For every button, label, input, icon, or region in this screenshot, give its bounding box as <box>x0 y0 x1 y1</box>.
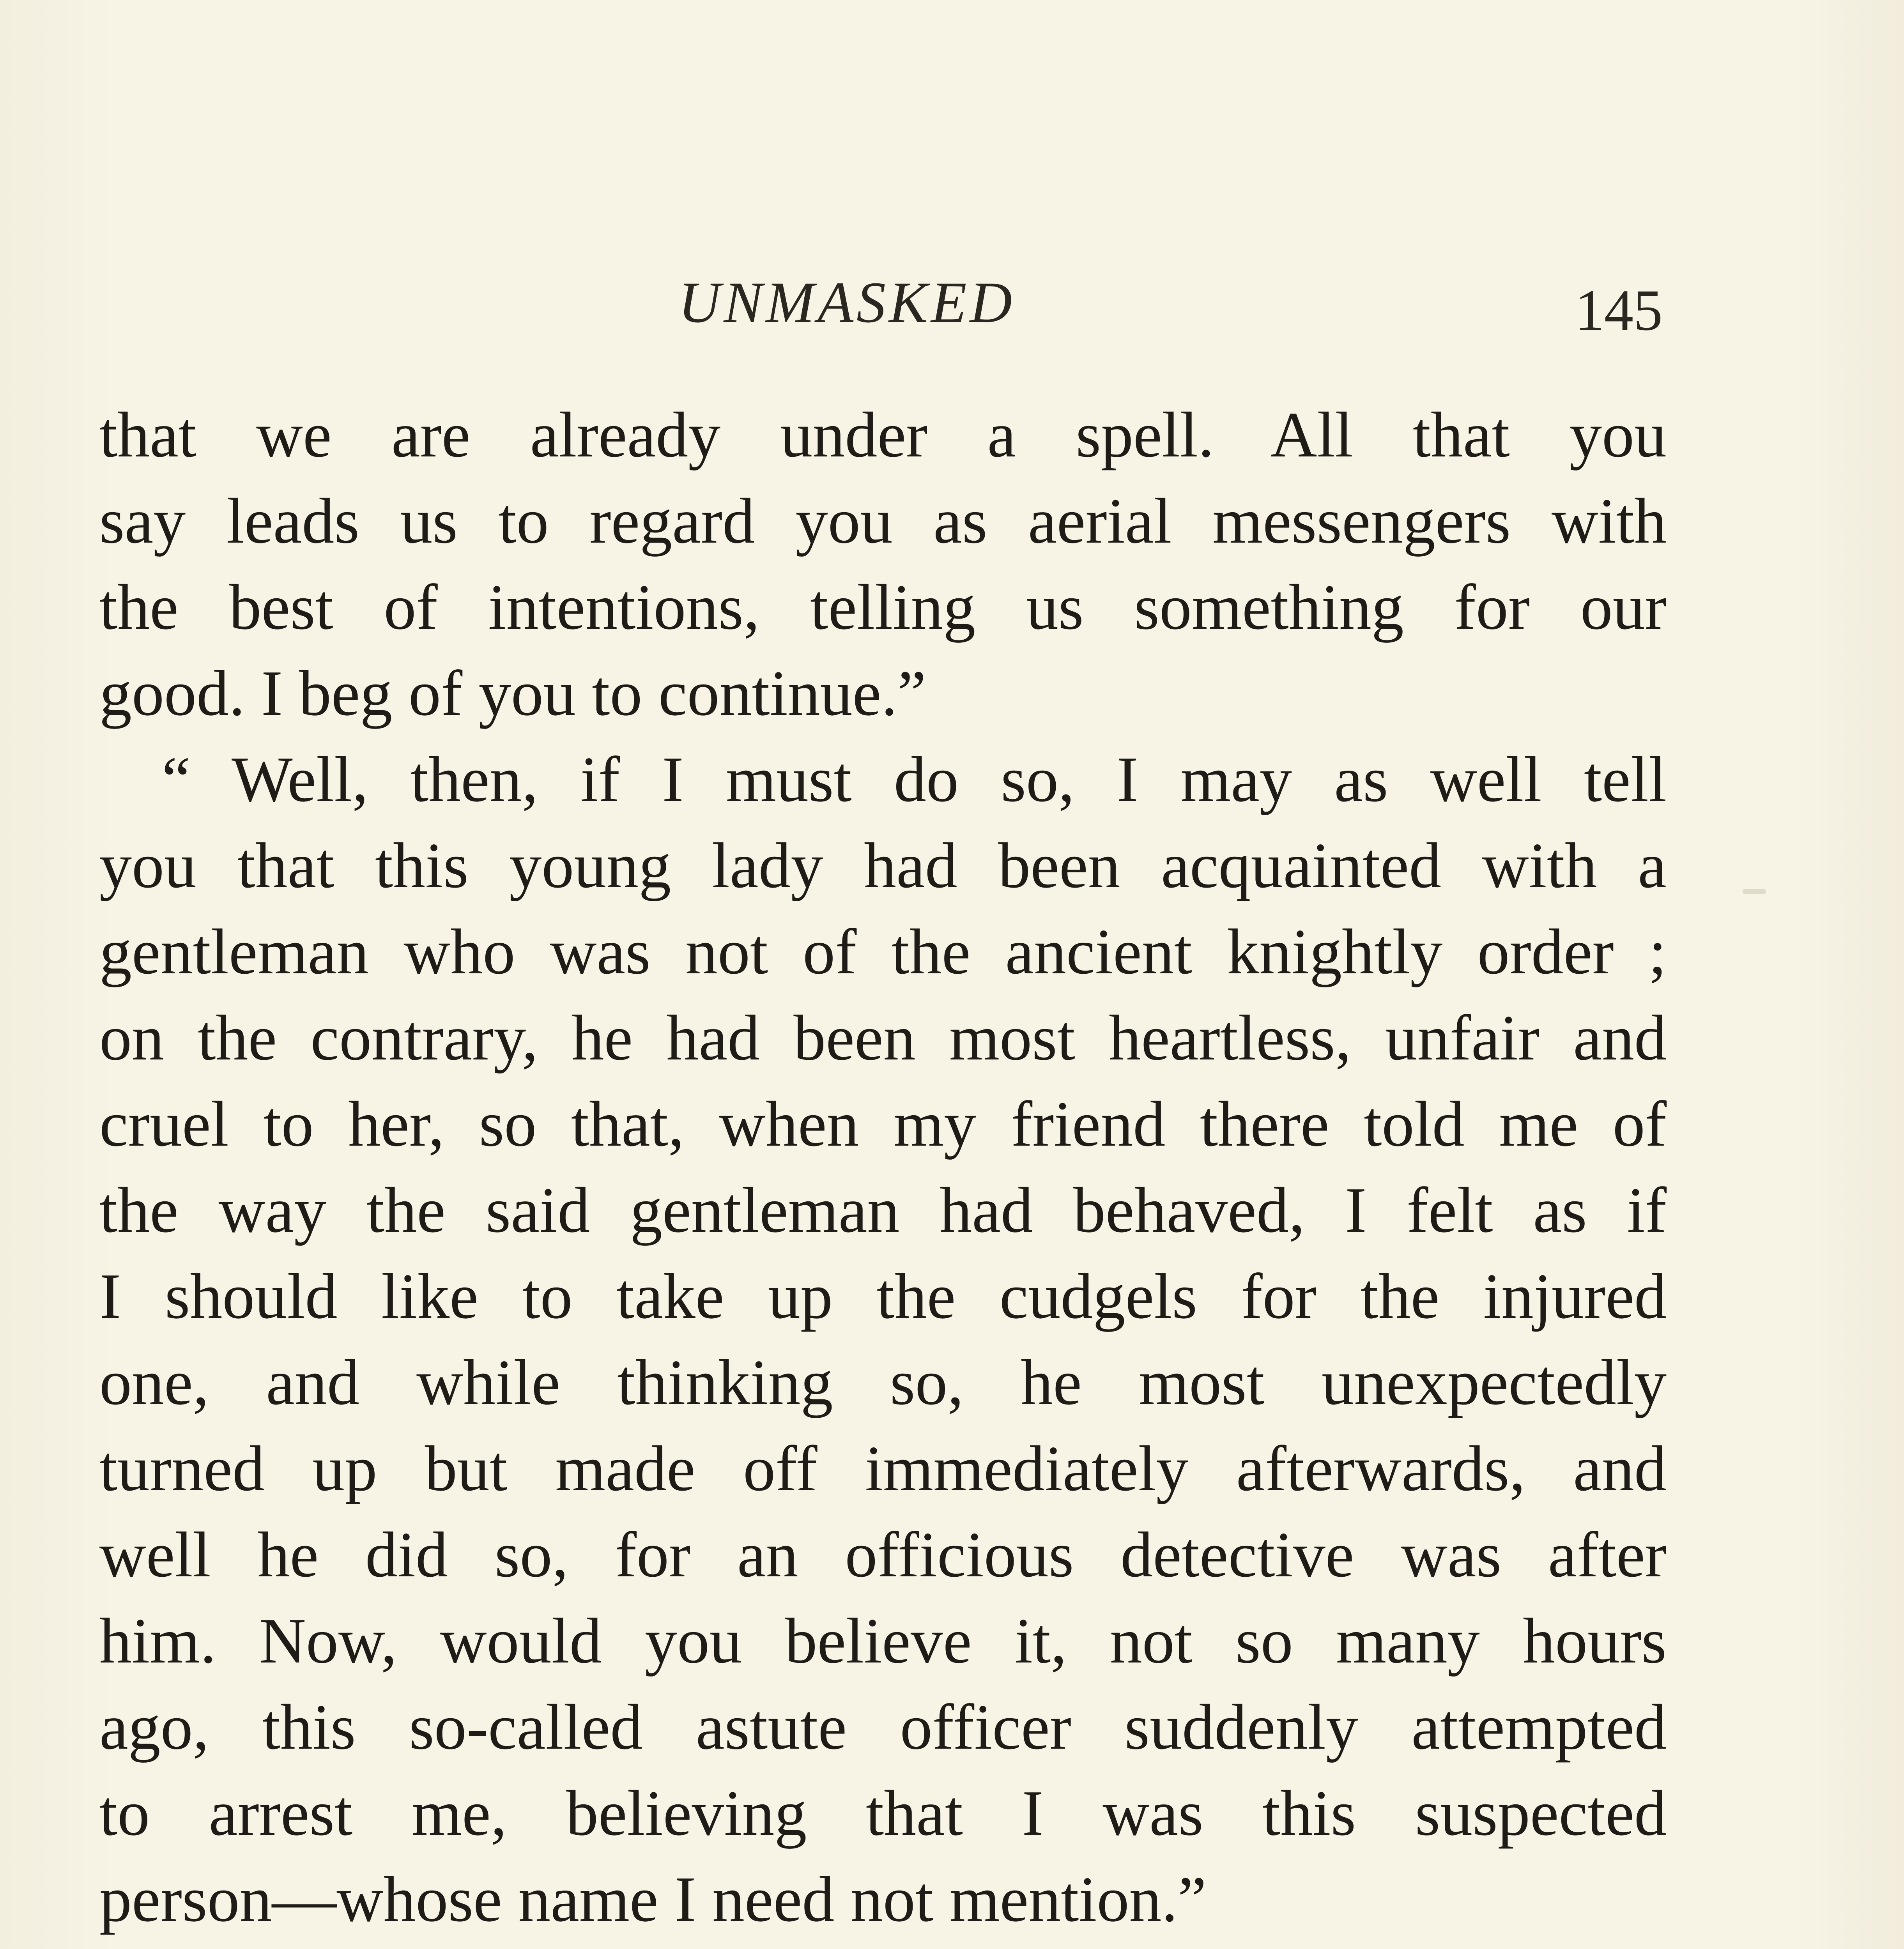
text-line: person—whose name I need not mention.” <box>99 1863 1207 1935</box>
text-line: good. I beg of you to continue.” <box>99 657 926 729</box>
text-line: “ Well, then, if I must do so, I may as well tell <box>162 743 1667 815</box>
text-line: gentleman who was not of the ancient knightly order ; <box>99 916 1667 987</box>
text-line: on the contrary, he had been most heartless, unfair and <box>99 1002 1667 1074</box>
text-line: one, and while thinking so, he most unexpectedly <box>99 1346 1667 1418</box>
text-line: I should like to take up the cudgels for the injured <box>99 1260 1667 1332</box>
text-line: to arrest me, believing that I was this suspected <box>99 1777 1667 1849</box>
body-text <box>99 392 1667 1949</box>
text-line <box>99 1942 1667 1949</box>
text-line: you that this young lady had been acquainted with a <box>99 829 1667 901</box>
page-number: 145 <box>1575 278 1663 343</box>
text-line: that we are already under a spell. All that you <box>99 399 1667 470</box>
text-line: ago, this so-called astute officer suddenly attempted <box>99 1691 1667 1763</box>
text-line: turned up but made off immediately afterwards, and <box>99 1433 1667 1504</box>
text-line: him. Now, would you believe it, not so many hours <box>99 1605 1667 1677</box>
running-head: UNMASKED <box>678 270 1015 335</box>
margin-smudge <box>1743 889 1766 894</box>
text-line: cruel to her, so that, when my friend there told me of <box>99 1088 1667 1160</box>
text-line: the best of intentions, telling us something for our <box>99 571 1667 643</box>
text-line: well he did so, for an officious detective was after <box>99 1519 1667 1590</box>
text-line: the way the said gentleman had behaved, I felt as if <box>99 1174 1667 1246</box>
text-line: say leads us to regard you as aerial messengers with <box>99 485 1667 557</box>
